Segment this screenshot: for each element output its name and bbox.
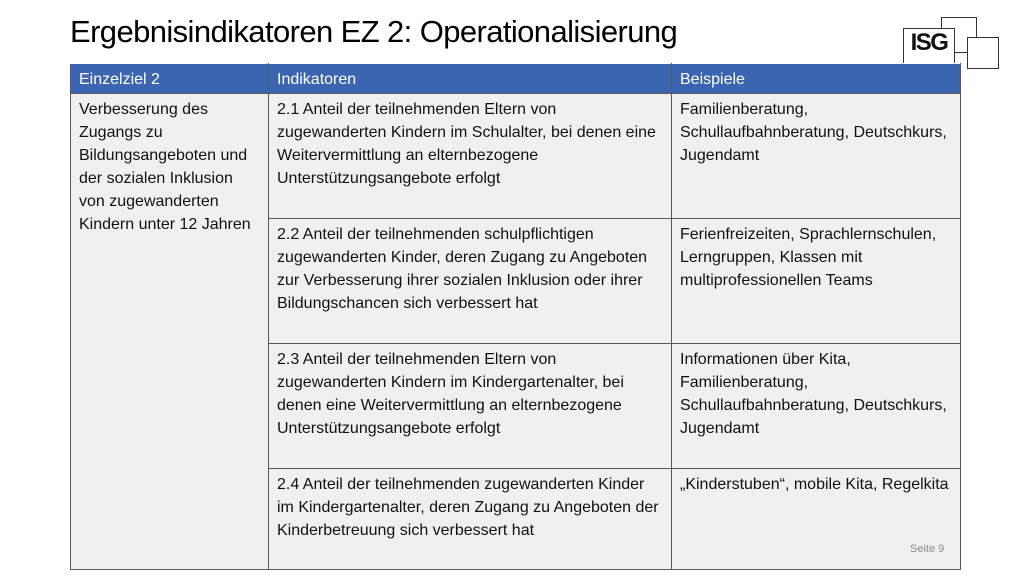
indicator-cell: 2.1 Anteil der teilnehmenden Eltern von zugewanderten Kindern im Schulalter, bei denen eine Weitervermittlung an elternbezogene Unterstützungsangebote erfolgt xyxy=(269,94,672,219)
table-row xyxy=(71,94,961,219)
header-einzelziel: Einzelziel 2 xyxy=(71,64,269,94)
examples-cell: „Kinderstuben“, mobile Kita, Regelkita xyxy=(672,469,961,570)
examples-cell: Familienberatung, Schullaufbahnberatung, Deutschkurs, Jugendamt xyxy=(672,94,961,219)
indicator-cell: 2.2 Anteil der teilnehmenden schulpflichtigen zugewanderten Kinder, deren Zugang zu Angeboten zur Verbesserung ihrer sozialen Inklusion oder ihrer Bildungschancen sich verbessert hat xyxy=(269,219,672,344)
header-beispiele: Beispiele xyxy=(672,64,961,94)
goal-cell: Verbesserung des Zugangs zu Bildungsangeboten und der sozialen Inklusion von zugewanderten Kindern unter 12 Jahren xyxy=(71,94,269,570)
examples-cell: Ferienfreizeiten, Sprachlernschulen, Lerngruppen, Klassen mit multiprofessionellen Teams xyxy=(672,219,961,344)
header-indikatoren: Indikatoren xyxy=(269,64,672,94)
indicator-cell: 2.3 Anteil der teilnehmenden Eltern von zugewanderten Kindern im Kindergartenalter, bei denen eine Weitervermittlung an elternbezogene Unterstützungsangebote erfolgt xyxy=(269,344,672,469)
logo-text: ISG xyxy=(910,29,948,56)
indicator-cell: 2.4 Anteil der teilnehmenden zugewanderten Kinder im Kindergartenalter, deren Zugang zu Angeboten der Kinderbetreuung sich verbessert hat xyxy=(269,469,672,570)
examples-cell: Informationen über Kita, Familienberatung, Schullaufbahnberatung, Deutschkurs, Jugendamt xyxy=(672,344,961,469)
table-header-row xyxy=(71,64,961,94)
slide-title: Ergebnisindikatoren EZ 2: Operationalisierung xyxy=(70,14,678,49)
page-number: Seite 9 xyxy=(910,543,945,555)
logo-square-right xyxy=(967,37,999,69)
indicator-table xyxy=(70,63,961,570)
